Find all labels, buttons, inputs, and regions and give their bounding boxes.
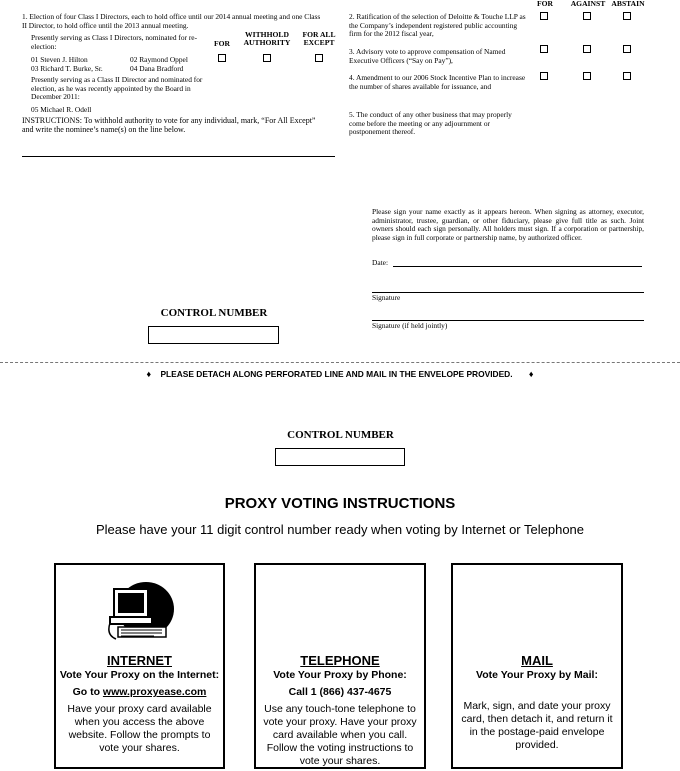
withhold-instructions: INSTRUCTIONS: To withhold authority to vote for any individual, mark, “For All Except” and write the nominee’s name(s) on the line below. — [22, 116, 316, 135]
internet-card — [54, 563, 225, 769]
nominee-03: 03 Richard T. Burke, Sr. — [31, 64, 103, 73]
mail-body: Mark, sign, and date your proxy card, then detach it, and return it in the postage-paid envelope provided. — [461, 700, 613, 751]
telephone-body: Use any touch-tone telephone to vote your proxy. Have your proxy card available when you call. Follow the voting instructions to vote your shares. — [263, 703, 417, 767]
diamond-icon-right: ♦ — [528, 369, 534, 379]
control-number-label-2: CONTROL NUMBER — [287, 429, 394, 441]
class2-heading: Presently serving as a Class II Director and nominated for election, as he was recently appointed by the Board in December 2011: — [31, 75, 203, 102]
proposal-4-text: 4. Amendment to our 2006 Stock Incentive Plan to increase the number of shares available for issuance, and — [349, 73, 526, 91]
signature-joint-label: Signature (if held jointly) — [372, 321, 448, 330]
internet-url-link[interactable]: www.proxyease.com — [102, 686, 207, 698]
col-header-for-all-except: FOR ALL EXCEPT — [302, 30, 336, 47]
control-number-field-2[interactable] — [275, 448, 405, 466]
p1-for-all-except-checkbox[interactable] — [315, 54, 323, 62]
date-label: Date: — [372, 258, 389, 267]
detach-text: PLEASE DETACH ALONG PERFORATED LINE AND MAIL IN THE ENVELOPE PROVIDED. — [160, 369, 513, 379]
p3-abstain-checkbox[interactable] — [623, 45, 631, 53]
p2-for-checkbox[interactable] — [540, 12, 548, 20]
mail-title: MAIL — [521, 653, 553, 668]
p3-for-checkbox[interactable] — [540, 45, 548, 53]
nominee-04: 04 Dana Bradford — [130, 64, 184, 73]
signing-instructions: Please sign your name exactly as it appears hereon. When signing as attorney, executor, administrator, trustee, guardian, or other fiduciary, please give full title as such. Joint owners should each sign personally. All holders must sign. If a corporation or partnership, please sign in full corporate or partnership name, by authorized officer. — [372, 207, 644, 242]
p4-for-checkbox[interactable] — [540, 72, 548, 80]
perforation-line — [0, 362, 680, 363]
nominee-02: 02 Raymond Oppel — [130, 55, 188, 64]
p1-for-checkbox[interactable] — [218, 54, 226, 62]
mail-card — [451, 563, 623, 769]
col-header-withhold: WITHHOLD AUTHORITY — [243, 30, 291, 47]
proposal-3-text: 3. Advisory vote to approve compensation of Named Executive Officers (“Say on Pay”), — [349, 47, 506, 65]
p1-withhold-checkbox[interactable] — [263, 54, 271, 62]
nominee-05: 05 Michael R. Odell — [31, 105, 92, 114]
internet-goto-prefix: Go to — [72, 686, 103, 698]
mail-subtitle: Vote Your Proxy by Mail: — [476, 669, 598, 681]
p2-against-checkbox[interactable] — [583, 12, 591, 20]
class1-heading: Presently serving as Class I Directors, nominated for re-election: — [31, 33, 198, 51]
signature-label: Signature — [372, 293, 401, 302]
signature-line[interactable] — [372, 292, 644, 293]
date-line[interactable] — [393, 266, 642, 267]
internet-body: Have your proxy card available when you access the above website. Follow the prompts to vote your shares. — [67, 703, 212, 754]
telephone-title: TELEPHONE — [300, 653, 380, 668]
proposal-5-text: 5. The conduct of any other business that may properly come before the meeting or any adjournment or postponement thereof. — [349, 110, 512, 137]
proposal-1-text: 1. Election of four Class I Directors, each to hold office until our 2014 annual meeting and one Class II Director, to hold office until the 2013 annual meeting. — [22, 12, 321, 30]
instructions-subtitle: Please have your 11 digit control number ready when voting by Internet or Telephone — [95, 522, 585, 537]
header-abstain: ABSTAIN — [611, 0, 645, 8]
p2-abstain-checkbox[interactable] — [623, 12, 631, 20]
control-number-field[interactable] — [148, 326, 279, 344]
col-header-for: FOR — [213, 39, 231, 48]
detach-instruction — [0, 369, 680, 380]
internet-title: INTERNET — [107, 653, 172, 668]
telephone-card — [254, 563, 426, 769]
telephone-number[interactable]: Call 1 (866) 437-4675 — [288, 686, 392, 698]
computer-icon — [104, 579, 176, 643]
header-for: FOR — [536, 0, 554, 8]
except-nominee-line[interactable] — [22, 156, 335, 157]
nominee-01: 01 Steven J. Hilton — [31, 55, 88, 64]
internet-subtitle: Vote Your Proxy on the Internet: — [59, 669, 220, 681]
internet-goto — [56, 686, 223, 699]
telephone-subtitle: Vote Your Proxy by Phone: — [273, 669, 407, 681]
diamond-icon-left: ♦ — [146, 369, 152, 379]
p3-against-checkbox[interactable] — [583, 45, 591, 53]
proposal-2-text: 2. Ratification of the selection of Deloitte & Touche LLP as the Company’s independent registered public accounting firm for the 2012 fiscal year, — [349, 12, 526, 39]
instructions-title: PROXY VOTING INSTRUCTIONS — [224, 495, 456, 512]
p4-against-checkbox[interactable] — [583, 72, 591, 80]
p4-abstain-checkbox[interactable] — [623, 72, 631, 80]
control-number-label: CONTROL NUMBER — [160, 307, 268, 319]
header-against: AGAINST — [570, 0, 606, 8]
